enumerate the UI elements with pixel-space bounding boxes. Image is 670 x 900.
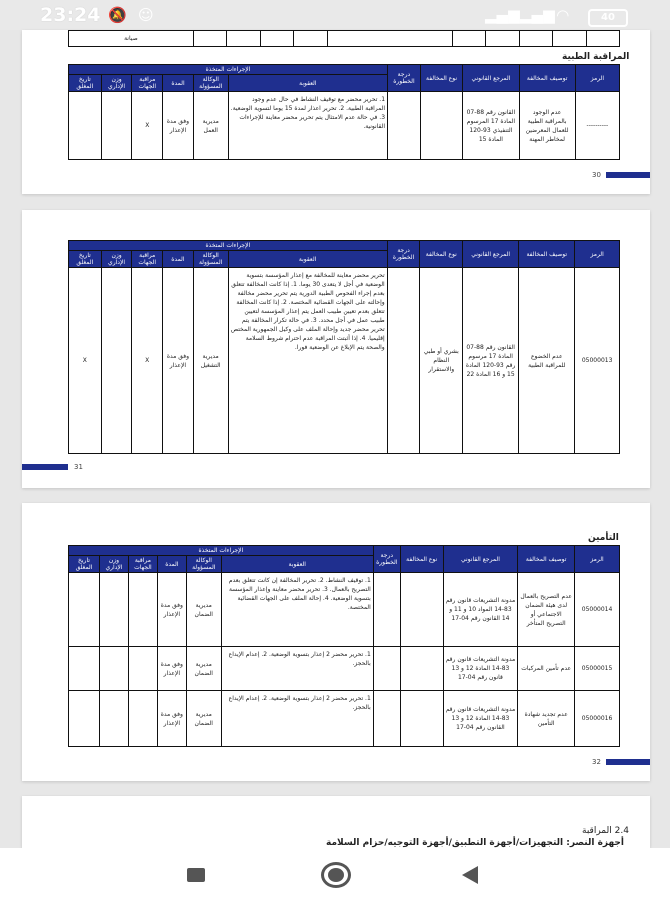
table-fragment — [68, 30, 620, 47]
cell: مديرية الضمان — [186, 691, 221, 747]
col-header: وزن الإداري — [101, 75, 132, 92]
cell — [373, 691, 400, 747]
table-row — [69, 92, 620, 160]
cell — [101, 268, 132, 454]
group-header: الإجراءات المتخذة — [69, 546, 374, 556]
cell: عدم الوجود بالمراقبة الطبية للعمال المعرضين لمخاطر المهنة — [519, 92, 575, 160]
cell: وفق مدة الإعذار — [157, 647, 186, 691]
mute-icon: 🔕 — [108, 6, 127, 24]
cell — [388, 92, 421, 160]
col-header: درجة الخطورة — [387, 241, 420, 268]
cell: 05000015 — [575, 647, 620, 691]
recents-button[interactable] — [187, 868, 205, 882]
clock: 23:24 — [40, 4, 101, 26]
page-footer-bar — [22, 464, 68, 470]
battery-icon: 40 — [588, 9, 628, 27]
col-header: تاريخ المغلق — [69, 251, 102, 268]
cell — [100, 691, 129, 747]
cell: ---------- — [575, 92, 619, 160]
page-footer-bar — [606, 759, 650, 765]
section-heading: 2.4 المراقبة — [582, 826, 629, 836]
cell — [100, 573, 129, 647]
cell: 05000016 — [575, 691, 620, 747]
violations-table — [68, 545, 620, 747]
cell: مدونة التشريعات قانون رقم 83-14 المواد 10 و 11 و 14 القانون رقم 04-17 — [443, 573, 518, 647]
cell: مديرية العمل — [193, 92, 228, 160]
cell: X — [132, 268, 163, 454]
cell: وفق مدة الإعذار — [157, 691, 186, 747]
col-header: العقوبة — [228, 75, 387, 92]
cell — [128, 647, 157, 691]
table-row — [69, 573, 620, 647]
col-header: وزن الإداري — [101, 251, 132, 268]
document-page-3 — [22, 503, 650, 781]
cell — [400, 573, 443, 647]
col-header: مراقبة الجهات — [132, 251, 163, 268]
cell: وفق مدة الإعذار — [163, 92, 194, 160]
section-title: التأمين — [588, 533, 619, 543]
cell: 1. تحرير محضر مع توقيف النشاط في حال عدم وجود المراقبة الطبية. 2. تحرير اعذار لمدة 15 يوما لتسوية الوضعية. 3. في حالة عدم الامتثال يتم تحرير محضر معاينة للإجراءات القانونية. — [228, 92, 387, 160]
cell: صيانة — [69, 31, 194, 47]
col-header: الوكالة المسؤولة — [193, 251, 228, 268]
violations-table — [68, 64, 620, 160]
col-header: المدة — [157, 556, 186, 573]
cell — [69, 92, 102, 160]
cell: مدونة التشريعات قانون رقم 83-14 المادة 12 و 13 قانون رقم 04-17 — [443, 647, 518, 691]
cell: X — [69, 268, 102, 454]
cell: وفق مدة الإعذار — [163, 268, 194, 454]
group-header: الإجراءات المتخذة — [69, 65, 388, 75]
col-header: تاريخ المغلق — [69, 556, 100, 573]
app-icon: ☺ — [138, 6, 154, 24]
cell: مدونة التشريعات قانون رقم 83-14 المادة 12 و 13 القانون رقم 04-17 — [443, 691, 518, 747]
document-page-4 — [22, 796, 650, 848]
cell: 1. توقيف النشاط. 2. تحرير المخالفة إن كانت تتعلق بعدم التصريح بالعمال. 3. تحرير محضر معاينة وإعذار المؤسسة بتسوية الوضعية. 4. إحالة الملف على الجهات القضائية المختصة. — [221, 573, 373, 647]
page-footer-bar — [606, 172, 650, 178]
col-header: الوكالة المسؤولة — [193, 75, 228, 92]
col-header: وزن الإداري — [100, 556, 129, 573]
status-bar — [0, 0, 670, 30]
cell: 1. تحرير محضر 2 إعذار بتسوية الوضعية. 2. إعدام الإيداع بالحجز. — [221, 647, 373, 691]
page-number: 31 — [74, 463, 83, 471]
cell — [128, 573, 157, 647]
page-number: 32 — [592, 758, 601, 766]
col-header: المدة — [163, 75, 194, 92]
home-button[interactable] — [321, 862, 351, 888]
document-page-2 — [22, 210, 650, 488]
cell: وفق مدة الإعذار — [157, 573, 186, 647]
signal-icon-2: ▂▄▆ — [520, 6, 555, 24]
document-page-1 — [22, 30, 650, 194]
section-subheading: أجهزة النصر: التجهيزات/أجهزة التطبيق/أجهزة التوجيه/حزام السلامة — [326, 838, 624, 848]
cell: القانون رقم 88-07 المادة 17 مرسوم رقم 93-120 المادة 15 و 16 المادة 22 — [463, 268, 519, 454]
group-header: الإجراءات المتخذة — [69, 241, 388, 251]
cell — [69, 691, 100, 747]
cell — [69, 647, 100, 691]
col-header: الوكالة المسؤولة — [186, 556, 221, 573]
cell — [100, 647, 129, 691]
back-button[interactable] — [462, 866, 478, 884]
table-row — [69, 691, 620, 747]
cell: 05000014 — [575, 573, 620, 647]
signal-icon: ▂▄▆ — [485, 6, 520, 24]
cell: 05000013 — [575, 268, 620, 454]
col-header: نوع المخالفة — [420, 65, 462, 92]
col-header: العقوبة — [221, 556, 373, 573]
table-row — [69, 268, 620, 454]
col-header: المرجع القانوني — [443, 546, 518, 573]
violations-table — [68, 240, 620, 454]
col-header: المرجع القانوني — [463, 241, 519, 268]
cell — [400, 647, 443, 691]
col-header: تاريخ المغلق — [69, 75, 102, 92]
cell: X — [132, 92, 163, 160]
col-header: المدة — [163, 251, 194, 268]
cell: عدم التصريح بالعمال لدى هيئة الضمان الاجتماعي أو التصريح المتأخر — [518, 573, 575, 647]
col-header: مراقبة الجهات — [128, 556, 157, 573]
col-header: توصيف المخالفة — [519, 241, 575, 268]
cell: تحرير محضر معاينة للمخالفة مع إعذار المؤسسة بتسوية الوضعية في أجل لا يتعدى 30 يوما. 1. إذا كانت المخالفة تتعلق بعدم إجراء الفحوص الطبية الدورية يتم تحرير محضر مخالفة وإحالته على الجهات القضائية المختصة. 2. إذا كانت المخالفة تتعلق بعدم تعيين طبيب العمل يتم إعذار المؤسسة لتعيين طبيب عمل في أجل محدد. 3. في حالة تكرار المخالفة يتم تحرير محضر جديد وإحالة الملف على وكيل الجمهورية المختص إقليميا. 4. إذا أثبتت المراقبة عدم احترام شروط السلامة والصحة يتم الإبلاغ عن الوضعية فورا. — [228, 268, 387, 454]
android-nav-bar — [0, 848, 670, 900]
cell: القانون رقم 88-07 المادة 17 المرسوم التنفيذي 93-120 المادة 15 — [463, 92, 519, 160]
cell — [128, 691, 157, 747]
col-header: الرمز — [575, 241, 620, 268]
cell: بشري أو طبي النظام والاستقرار — [420, 268, 463, 454]
col-header: المرجع القانوني — [463, 65, 519, 92]
cell — [101, 92, 132, 160]
cell: مديرية الضمان — [186, 573, 221, 647]
cell: مديرية الضمان — [186, 647, 221, 691]
cell — [373, 573, 400, 647]
col-header: توصيف المخالفة — [518, 546, 575, 573]
col-header: توصيف المخالفة — [519, 65, 575, 92]
col-header: مراقبة الجهات — [132, 75, 163, 92]
cell: عدم الخضوع للمراقبة الطبية — [519, 268, 575, 454]
cell — [387, 268, 420, 454]
section-title: المراقبة الطبية — [562, 52, 630, 62]
cell — [69, 573, 100, 647]
page-number: 30 — [592, 171, 601, 179]
cell: عدم تأمين المركبات — [518, 647, 575, 691]
col-header: العقوبة — [228, 251, 387, 268]
col-header: نوع المخالفة — [400, 546, 443, 573]
table-row — [69, 647, 620, 691]
cell: مديرية التشغيل — [193, 268, 228, 454]
cell: 1. تحرير محضر 2 إعذار بتسوية الوضعية. 2. إعدام الإيداع بالحجز. — [221, 691, 373, 747]
cell — [400, 691, 443, 747]
cell — [373, 647, 400, 691]
col-header: نوع المخالفة — [420, 241, 463, 268]
col-header: الرمز — [575, 65, 619, 92]
col-header: الرمز — [575, 546, 620, 573]
wifi-icon: ◠ — [557, 6, 569, 24]
col-header: درجة الخطورة — [388, 65, 421, 92]
cell — [420, 92, 462, 160]
col-header: درجة الخطورة — [373, 546, 400, 573]
cell: عدم تجديد شهادة التأمين — [518, 691, 575, 747]
